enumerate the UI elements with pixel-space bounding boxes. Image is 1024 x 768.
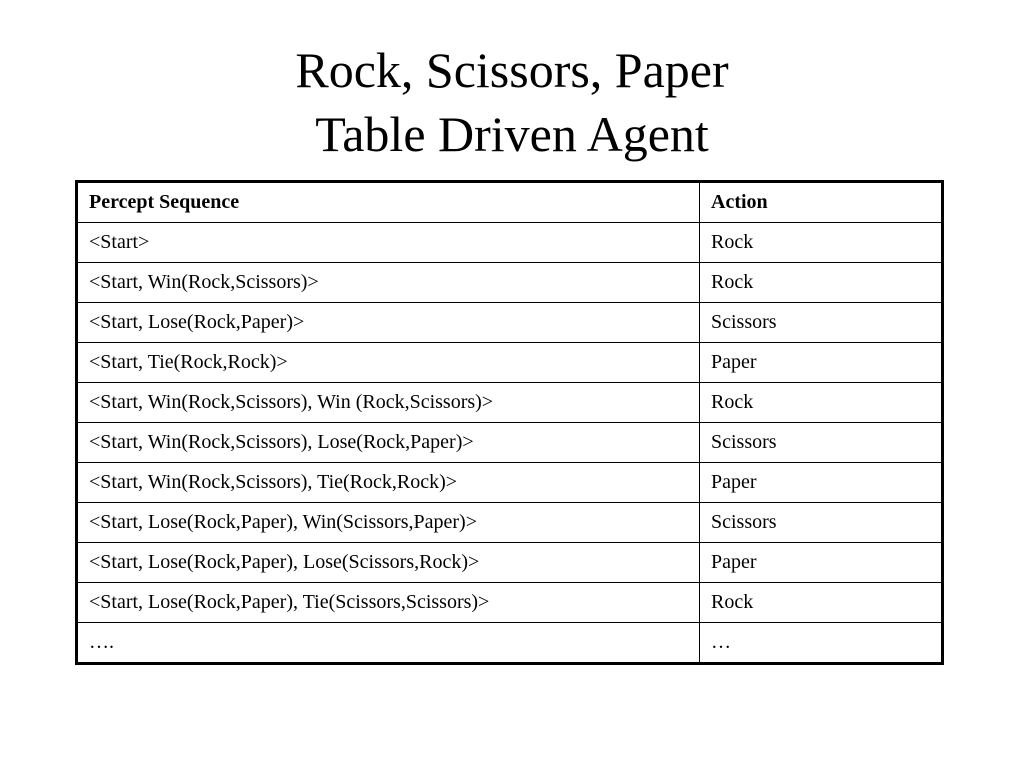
- table-row: [77, 423, 943, 463]
- action-cell: Rock: [700, 223, 943, 263]
- header-percept-sequence: Percept Sequence: [77, 182, 700, 223]
- percept-sequence-cell: ….: [77, 623, 700, 664]
- action-cell: Paper: [700, 343, 943, 383]
- action-cell: Rock: [700, 263, 943, 303]
- percept-sequence-cell: <Start, Lose(Rock,Paper)>: [77, 303, 700, 343]
- table-row: [77, 623, 943, 664]
- action-cell: Rock: [700, 383, 943, 423]
- action-cell: Scissors: [700, 303, 943, 343]
- percept-sequence-cell: <Start, Lose(Rock,Paper), Tie(Scissors,Scissors)>: [77, 583, 700, 623]
- table-row: [77, 543, 943, 583]
- table-row: [77, 583, 943, 623]
- percept-sequence-cell: <Start, Lose(Rock,Paper), Lose(Scissors,Rock)>: [77, 543, 700, 583]
- header-action: Action: [700, 182, 943, 223]
- table-row: [77, 383, 943, 423]
- percept-sequence-cell: <Start>: [77, 223, 700, 263]
- action-cell: …: [700, 623, 943, 664]
- percept-sequence-cell: <Start, Win(Rock,Scissors)>: [77, 263, 700, 303]
- percept-sequence-cell: <Start, Win(Rock,Scissors), Tie(Rock,Rock)>: [77, 463, 700, 503]
- table-row: [77, 303, 943, 343]
- action-cell: Rock: [700, 583, 943, 623]
- table-header-row: [77, 182, 943, 223]
- table-row: [77, 223, 943, 263]
- percept-sequence-cell: <Start, Win(Rock,Scissors), Win (Rock,Scissors)>: [77, 383, 700, 423]
- percept-sequence-cell: <Start, Tie(Rock,Rock)>: [77, 343, 700, 383]
- table-row: [77, 343, 943, 383]
- action-cell: Scissors: [700, 423, 943, 463]
- action-cell: Scissors: [700, 503, 943, 543]
- table-row: [77, 463, 943, 503]
- table-row: [77, 263, 943, 303]
- percept-sequence-cell: <Start, Win(Rock,Scissors), Lose(Rock,Paper)>: [77, 423, 700, 463]
- table-row: [77, 503, 943, 543]
- agent-table-container: [75, 180, 941, 665]
- slide-title-line-2: Table Driven Agent: [315, 106, 709, 162]
- percept-sequence-cell: <Start, Lose(Rock,Paper), Win(Scissors,Paper)>: [77, 503, 700, 543]
- slide-title: [0, 38, 1024, 166]
- percept-action-table: [75, 180, 944, 665]
- action-cell: Paper: [700, 463, 943, 503]
- action-cell: Paper: [700, 543, 943, 583]
- slide-title-line-1: Rock, Scissors, Paper: [295, 42, 729, 98]
